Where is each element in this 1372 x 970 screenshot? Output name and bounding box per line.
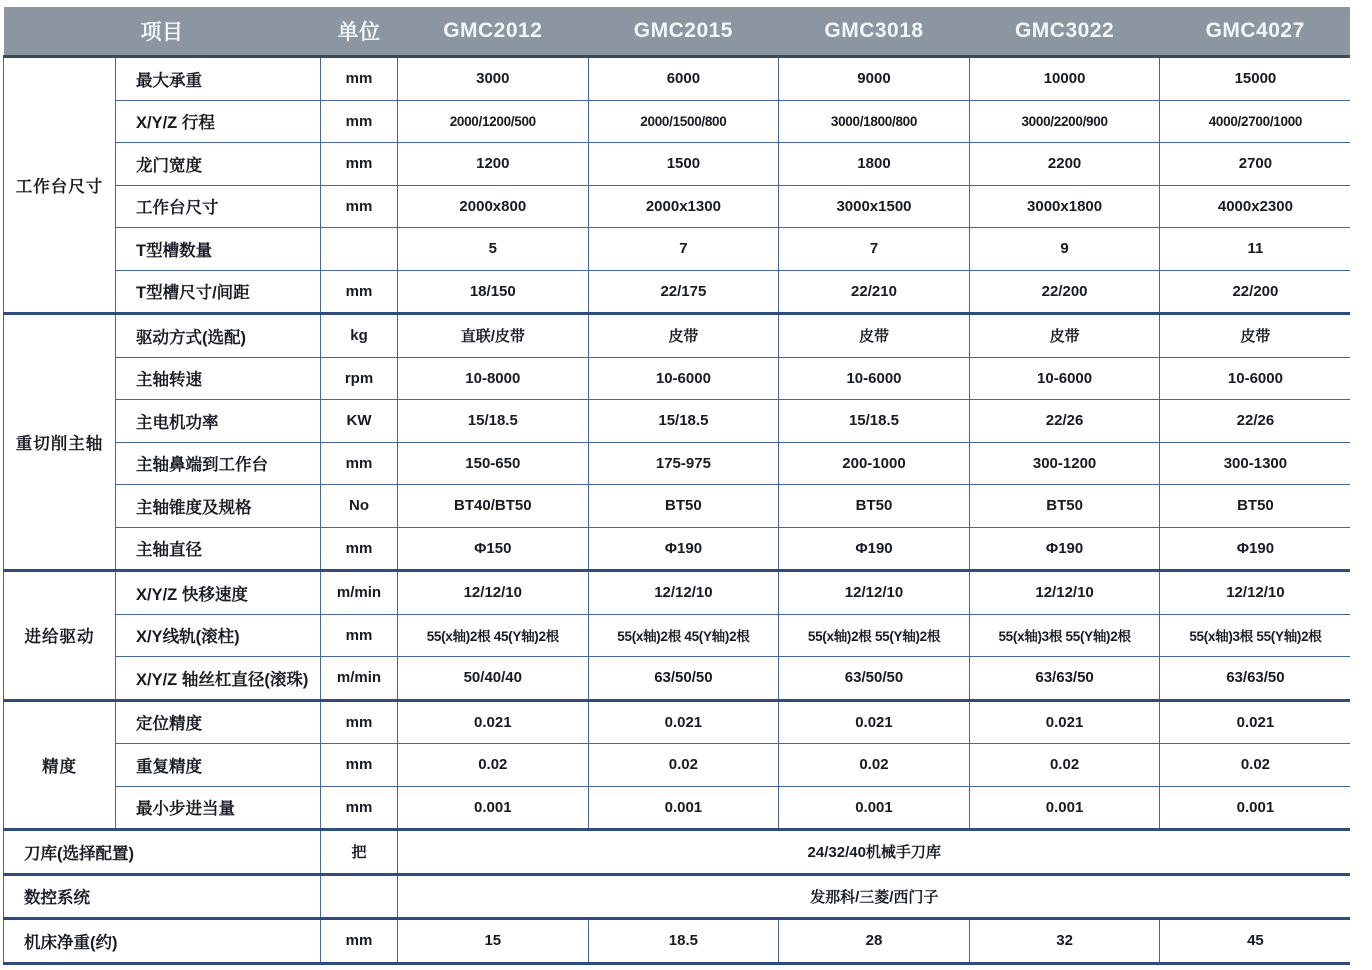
- value-cell: 22/26: [1160, 400, 1351, 443]
- merged-value-cell: 24/32/40机械手刀库: [398, 830, 1351, 875]
- unit-cell: mm: [321, 270, 398, 314]
- value-cell: 11: [1160, 228, 1351, 271]
- footer-row: [4, 830, 1351, 875]
- spec-label-cell: 主轴锥度及规格: [116, 485, 321, 528]
- unit-cell: mm: [321, 527, 398, 571]
- spec-label-cell: X/Y/Z 轴丝杠直径(滚珠): [116, 657, 321, 701]
- value-cell: 3000/1800/800: [779, 100, 970, 143]
- value-cell: Φ190: [969, 527, 1160, 571]
- value-cell: 50/40/40: [398, 657, 589, 701]
- spec-label-cell: 驱动方式(选配): [116, 314, 321, 358]
- value-cell: 10000: [969, 57, 1160, 101]
- spec-label-cell: 定位精度: [116, 700, 321, 744]
- value-cell: 9: [969, 228, 1160, 271]
- value-cell: BT50: [969, 485, 1160, 528]
- spec-label-cell: 最大承重: [116, 57, 321, 101]
- value-cell: 15000: [1160, 57, 1351, 101]
- spec-row: [4, 657, 1351, 701]
- value-cell: 55(x轴)3根 55(Y轴)2根: [1160, 614, 1351, 657]
- unit-cell: kg: [321, 314, 398, 358]
- value-cell: 55(x轴)2根 55(Y轴)2根: [779, 614, 970, 657]
- value-cell: 4000/2700/1000: [1160, 100, 1351, 143]
- value-cell: 3000x1800: [969, 185, 1160, 228]
- column-header-model-2: GMC3018: [779, 7, 970, 57]
- value-cell: 0.02: [398, 744, 589, 787]
- value-cell: 7: [588, 228, 779, 271]
- value-cell: BT50: [588, 485, 779, 528]
- value-cell: 0.001: [779, 786, 970, 830]
- value-cell: 12/12/10: [398, 571, 589, 615]
- value-cell: 2000x800: [398, 185, 589, 228]
- spec-row: [4, 442, 1351, 485]
- value-cell: 10-6000: [588, 357, 779, 400]
- spec-label-cell: 数控系统: [4, 874, 321, 919]
- spec-label-cell: X/Y/Z 行程: [116, 100, 321, 143]
- group-cell: 进给驱动: [4, 571, 116, 701]
- value-cell: 0.021: [398, 700, 589, 744]
- value-cell: 1200: [398, 143, 589, 186]
- value-cell: 22/26: [969, 400, 1160, 443]
- spec-label-cell: 龙门宽度: [116, 143, 321, 186]
- value-cell: 3000: [398, 57, 589, 101]
- value-cell: 32: [969, 919, 1160, 964]
- table-body: [4, 57, 1351, 964]
- column-header-model-1: GMC2015: [588, 7, 779, 57]
- unit-cell: [321, 874, 398, 919]
- column-header-item: 项目: [4, 7, 321, 57]
- value-cell: 55(x轴)3根 55(Y轴)2根: [969, 614, 1160, 657]
- value-cell: 0.02: [588, 744, 779, 787]
- value-cell: 0.02: [779, 744, 970, 787]
- column-header-model-4: GMC4027: [1160, 7, 1351, 57]
- value-cell: 63/63/50: [1160, 657, 1351, 701]
- spec-label-cell: X/Y/Z 快移速度: [116, 571, 321, 615]
- unit-cell: mm: [321, 614, 398, 657]
- spec-row: [4, 400, 1351, 443]
- unit-cell: mm: [321, 442, 398, 485]
- value-cell: Φ190: [1160, 527, 1351, 571]
- value-cell: 150-650: [398, 442, 589, 485]
- value-cell: 1800: [779, 143, 970, 186]
- value-cell: 200-1000: [779, 442, 970, 485]
- spec-row: [4, 786, 1351, 830]
- spec-row: [4, 614, 1351, 657]
- value-cell: 9000: [779, 57, 970, 101]
- value-cell: 皮带: [779, 314, 970, 358]
- spec-row: [4, 228, 1351, 271]
- spec-label-cell: 主电机功率: [116, 400, 321, 443]
- unit-cell: mm: [321, 744, 398, 787]
- value-cell: 0.001: [398, 786, 589, 830]
- spec-label-cell: T型槽尺寸/间距: [116, 270, 321, 314]
- value-cell: BT50: [1160, 485, 1351, 528]
- unit-cell: No: [321, 485, 398, 528]
- value-cell: 0.001: [588, 786, 779, 830]
- value-cell: 12/12/10: [969, 571, 1160, 615]
- value-cell: 15/18.5: [779, 400, 970, 443]
- spec-label-cell: 刀库(选择配置): [4, 830, 321, 875]
- value-cell: 2700: [1160, 143, 1351, 186]
- spec-row: [4, 185, 1351, 228]
- value-cell: 22/200: [1160, 270, 1351, 314]
- value-cell: 10-6000: [1160, 357, 1351, 400]
- unit-cell: mm: [321, 700, 398, 744]
- value-cell: 0.021: [1160, 700, 1351, 744]
- value-cell: 175-975: [588, 442, 779, 485]
- value-cell: 2200: [969, 143, 1160, 186]
- unit-cell: mm: [321, 185, 398, 228]
- unit-cell: mm: [321, 143, 398, 186]
- table-header: [4, 7, 1351, 57]
- spec-label-cell: 重复精度: [116, 744, 321, 787]
- value-cell: 15/18.5: [588, 400, 779, 443]
- group-cell: 精度: [4, 700, 116, 830]
- value-cell: 皮带: [1160, 314, 1351, 358]
- spec-row: [4, 270, 1351, 314]
- column-header-model-0: GMC2012: [398, 7, 589, 57]
- spec-row: [4, 314, 1351, 358]
- spec-label-cell: 最小步进当量: [116, 786, 321, 830]
- value-cell: Φ190: [779, 527, 970, 571]
- value-cell: 2000x1300: [588, 185, 779, 228]
- value-cell: 0.001: [969, 786, 1160, 830]
- unit-cell: 把: [321, 830, 398, 875]
- value-cell: 18/150: [398, 270, 589, 314]
- value-cell: 55(x轴)2根 45(Y轴)2根: [398, 614, 589, 657]
- value-cell: 22/175: [588, 270, 779, 314]
- unit-cell: mm: [321, 100, 398, 143]
- value-cell: 0.021: [779, 700, 970, 744]
- spec-label-cell: 主轴鼻端到工作台: [116, 442, 321, 485]
- value-cell: 5: [398, 228, 589, 271]
- value-cell: 28: [779, 919, 970, 964]
- merged-value-cell: 发那科/三菱/西门子: [398, 874, 1351, 919]
- value-cell: 3000/2200/900: [969, 100, 1160, 143]
- unit-cell: mm: [321, 786, 398, 830]
- value-cell: 0.021: [588, 700, 779, 744]
- header-row: [4, 7, 1351, 57]
- spec-label-cell: 工作台尺寸: [116, 185, 321, 228]
- value-cell: 10-6000: [779, 357, 970, 400]
- group-cell: 工作台尺寸: [4, 57, 116, 314]
- footer-row: [4, 919, 1351, 964]
- value-cell: 15/18.5: [398, 400, 589, 443]
- group-cell: 重切削主轴: [4, 314, 116, 571]
- value-cell: 0.001: [1160, 786, 1351, 830]
- value-cell: 0.02: [969, 744, 1160, 787]
- value-cell: 15: [398, 919, 589, 964]
- spec-label-cell: 主轴直径: [116, 527, 321, 571]
- spec-row: [4, 100, 1351, 143]
- spec-label-cell: 机床净重(约): [4, 919, 321, 964]
- spec-label-cell: T型槽数量: [116, 228, 321, 271]
- value-cell: 2000/1200/500: [398, 100, 589, 143]
- value-cell: 2000/1500/800: [588, 100, 779, 143]
- unit-cell: m/min: [321, 571, 398, 615]
- value-cell: 皮带: [969, 314, 1160, 358]
- value-cell: BT40/BT50: [398, 485, 589, 528]
- value-cell: 10-8000: [398, 357, 589, 400]
- value-cell: 55(x轴)2根 45(Y轴)2根: [588, 614, 779, 657]
- footer-row: [4, 874, 1351, 919]
- spec-row: [4, 357, 1351, 400]
- unit-cell: mm: [321, 919, 398, 964]
- spec-row: [4, 744, 1351, 787]
- spec-label-cell: 主轴转速: [116, 357, 321, 400]
- value-cell: 300-1300: [1160, 442, 1351, 485]
- value-cell: BT50: [779, 485, 970, 528]
- value-cell: 6000: [588, 57, 779, 101]
- column-header-unit: 单位: [321, 7, 398, 57]
- value-cell: 22/200: [969, 270, 1160, 314]
- spec-row: [4, 571, 1351, 615]
- unit-cell: m/min: [321, 657, 398, 701]
- value-cell: 0.02: [1160, 744, 1351, 787]
- value-cell: 18.5: [588, 919, 779, 964]
- value-cell: 12/12/10: [1160, 571, 1351, 615]
- value-cell: 12/12/10: [588, 571, 779, 615]
- unit-cell: mm: [321, 57, 398, 101]
- value-cell: 7: [779, 228, 970, 271]
- spec-row: [4, 57, 1351, 101]
- spec-label-cell: X/Y线轨(滚柱): [116, 614, 321, 657]
- value-cell: 10-6000: [969, 357, 1160, 400]
- spec-row: [4, 485, 1351, 528]
- unit-cell: rpm: [321, 357, 398, 400]
- spec-row: [4, 143, 1351, 186]
- unit-cell: [321, 228, 398, 271]
- value-cell: 皮带: [588, 314, 779, 358]
- spec-table: [3, 7, 1350, 965]
- value-cell: 63/63/50: [969, 657, 1160, 701]
- value-cell: 3000x1500: [779, 185, 970, 228]
- value-cell: 45: [1160, 919, 1351, 964]
- spec-row: [4, 700, 1351, 744]
- value-cell: 0.021: [969, 700, 1160, 744]
- value-cell: Φ190: [588, 527, 779, 571]
- value-cell: 63/50/50: [588, 657, 779, 701]
- value-cell: 22/210: [779, 270, 970, 314]
- spec-row: [4, 527, 1351, 571]
- value-cell: 12/12/10: [779, 571, 970, 615]
- value-cell: 300-1200: [969, 442, 1160, 485]
- value-cell: 1500: [588, 143, 779, 186]
- unit-cell: KW: [321, 400, 398, 443]
- column-header-model-3: GMC3022: [969, 7, 1160, 57]
- value-cell: 4000x2300: [1160, 185, 1351, 228]
- value-cell: 63/50/50: [779, 657, 970, 701]
- value-cell: 直联/皮带: [398, 314, 589, 358]
- value-cell: Φ150: [398, 527, 589, 571]
